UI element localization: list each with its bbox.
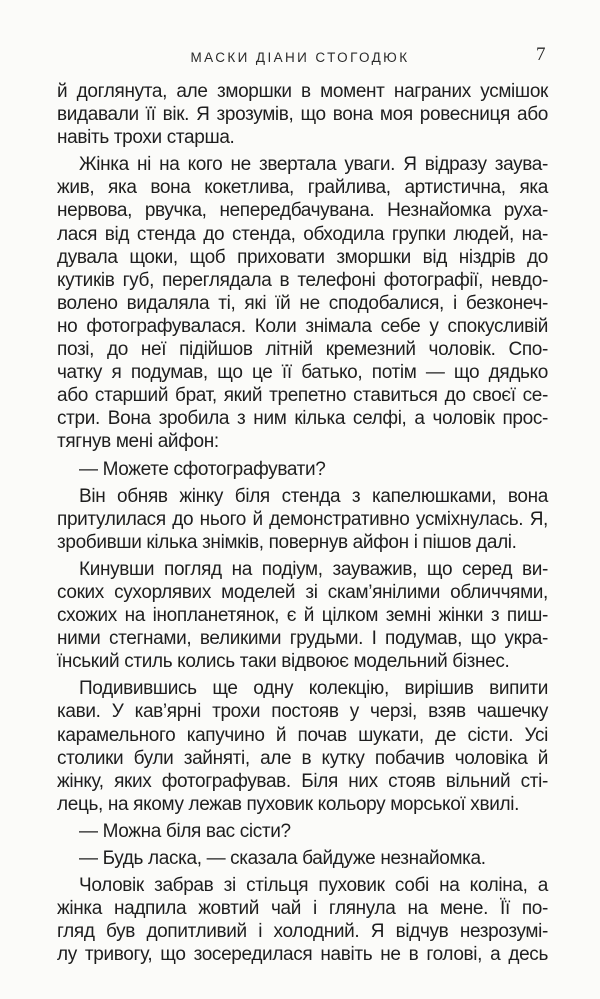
text-line: жив, яка вона кокетлива, грайлива, артистична, яка [57,177,548,199]
text-line: ними стегнами, великими грудьми. І подумав, що укра- [57,628,548,650]
text-line: Кинувши погляд на подіум, зауважив, що серед ви- [79,558,548,580]
text-line: жінка надпила жовтий чай і глянула на мене. Її по- [57,898,548,920]
paragraph [57,847,548,870]
text-line: лася від стенда до стенда, обходила групки людей, на- [57,223,548,245]
paragraph [57,485,548,554]
text-line: но фотографувалася. Коли знімала себе у спокусливій [57,315,548,337]
text-line: навіть трохи старша. [57,127,235,149]
text-line: дувала щоки, щоб приховати зморшки від ніздрів до [57,246,548,268]
text-line: кутиків губ, переглядала в телефоні фотографії, невдо- [57,269,548,291]
paragraph [57,80,548,149]
text-line: — Можна біля вас сісти? [79,820,291,842]
text-line: жінку, яких фотографував. Біля них стояв вільний сті- [57,770,548,792]
text-line: — Можете сфотографувати? [79,458,326,480]
text-line: чатку я подумав, що це її батько, потім — що дядько [57,362,548,384]
text-line: нервова, рвучка, непередбачувана. Незнайомка руха- [57,200,548,222]
running-head: МАСКИ ДІАНИ СТОГОДЮК [190,50,410,65]
text-line: Чоловік забрав зі стільця пуховик собі на коліна, а [79,875,548,897]
text-line: Він обняв жінку біля стенда з капелюшками, вона [79,485,548,507]
text-line: Подивившись ще одну колекцію, вирішив випити [79,678,548,700]
text-line: Жінка ні на кого не звертала уваги. Я відразу заува- [79,154,548,176]
text-line: схожих на інопланетянок, є й цілком земні жінки з пиш- [57,605,548,627]
text-line: соких сухорлявих моделей зі скам’янілими обличчями, [57,581,548,603]
text-line: зробивши кілька знімків, повернув айфон і пішов далі. [57,531,517,553]
page-number: 7 [536,44,546,65]
text-line: видавали її вік. Я зрозумів, що вона моя ровесниця або [57,104,548,126]
paragraph [57,677,548,816]
paragraph [57,820,548,843]
paragraph [57,874,548,966]
text-line: позі, до неї підійшов літній кремезний чоловік. Спо- [57,339,548,361]
text-line: кави. У кав’ярні трохи постояв у черзі, взяв чашечку [57,701,548,723]
text-line: карамельного капучино й почав шукати, де сісти. Усі [57,724,548,746]
text-line: стри. Вона зробила з ним кілька селфі, а чоловік прос- [57,408,548,430]
body-text [57,80,548,966]
text-line: лу тривогу, що зосередилася навіть не в голові, а десь [57,944,548,966]
text-line: — Будь ласка, — сказала байдуже незнайомка. [79,848,486,869]
paragraph [57,153,548,453]
text-line: волено видаляла ті, які їй не сподобалися, і безконеч- [57,292,548,314]
paragraph [57,458,548,481]
paragraph [57,558,548,673]
text-line: столики були зайняті, але в кутку побачив чоловіка й [57,747,548,769]
text-line: або старший брат, який трепетно ставиться до своєї се- [57,385,548,407]
text-line: гляд був допитливий і холодний. Я відчув незрозумі- [57,921,548,943]
text-line: їнський стиль колись таки відвоює модельний бізнес. [57,651,510,673]
text-line: й доглянута, але зморшки в момент награних усмішок [57,81,548,102]
text-line: лець, на якому лежав пуховик кольору морської хвилі. [57,793,519,815]
text-line: притулилася до нього й демонстративно усміхнулась. Я, [57,508,548,530]
text-line: тягнув мені айфон: [57,431,219,453]
